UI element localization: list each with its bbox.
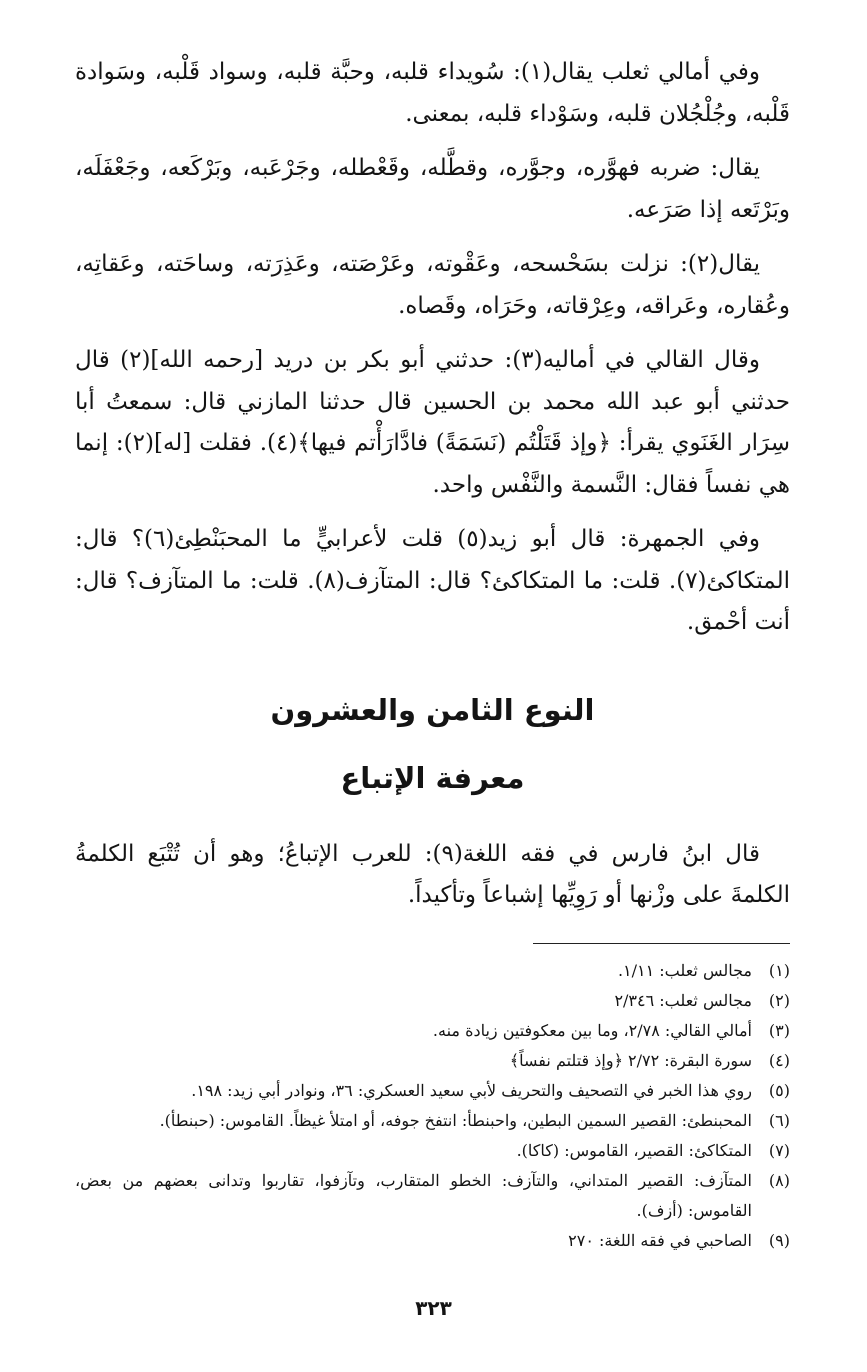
footnote-number: (١) bbox=[768, 960, 790, 980]
paragraph-qali: وقال القالي في أماليه(٣): حدثني أبو بكر بن دريد [رحمه الله](٢) قال حدثني أبو عبد الله محمد بن الحسين قال حدثنا المازني قال: سمعتُ أبا سِرَار الغَنَوي يقرأ: ﴿وإذ قَتَلْتُم (نَسَمَةً) فادَّارَأْتم فيها﴾(٤). فقلت [له](٢): إنما هي نفساً فقال: النَّسمة والنَّفْس واحد. bbox=[75, 347, 790, 498]
page-body bbox=[75, 52, 790, 1256]
footnote-text: روي هذا الخبر في التصحيف والتحريف لأبي سعيد العسكري: ٣٦، ونوادر أبي زيد: ١٩٨. bbox=[191, 1080, 752, 1100]
footnote-item bbox=[75, 1106, 790, 1136]
footnote-text: سورة البقرة: ٢/٧٢ ﴿وإذ قتلتم نفساً﴾ bbox=[509, 1050, 752, 1070]
paragraph-nazalat: يقال(٢): نزلت بسَحْسحه، وعَقْوته، وعَرْصَته، وعَذِرَته، وساحَته، وعَقاتِه، وعُقاره، وعَراقه، وعِرْقاته، وحَرَاه، وقَصاه. bbox=[75, 251, 790, 319]
footnote-number: (٩) bbox=[768, 1230, 790, 1250]
footnote-number: (٧) bbox=[768, 1140, 790, 1160]
footnote-separator bbox=[533, 943, 790, 944]
footnote-text: أمالي القالي: ٢/٧٨، وما بين معكوفتين زيادة منه. bbox=[432, 1020, 752, 1040]
footnote-number: (٦) bbox=[768, 1110, 790, 1130]
footnote-item bbox=[75, 1166, 790, 1226]
footnote-item bbox=[75, 1016, 790, 1046]
footnote-text: الصاحبي في فقه اللغة: ٢٧٠ bbox=[568, 1230, 752, 1250]
paragraph-tha-lab: وفي أمالي ثعلب يقال(١): سُويداء قلبه، وحبَّة قلبه، وسواد قَلْبه، وسَوادة قَلْبه، وجُلْجُلان قلبه، وسَوْداء قلبه، بمعنى. bbox=[75, 59, 790, 127]
footnote-number: (٢) bbox=[768, 990, 790, 1010]
paragraph-darabahu: يقال: ضربه فهوَّره، وجوَّره، وقطَّله، وقَعْطله، وجَرْعَبه، وبَرْكَعه، وجَعْفَلَه، وبَرْتَعه إذا صَرَعه. bbox=[75, 155, 790, 223]
footnote-number: (٤) bbox=[768, 1050, 790, 1070]
footnote-item bbox=[75, 1046, 790, 1076]
footnote-item bbox=[75, 1136, 790, 1166]
section-subheading: معرفة الإتباع bbox=[340, 760, 525, 795]
footnote-item bbox=[75, 1076, 790, 1106]
footnote-text: مجالس ثعلب: ٢/٣٤٦ bbox=[614, 990, 752, 1010]
paragraph-jamhara: وفي الجمهرة: قال أبو زيد(٥) قلت لأعرابيٍّ ما المحبَنْطِئ(٦)؟ قال: المتكاكئ(٧). قلت: ما المتكاكئ؟ قال: المتآزف(٨). قلت: ما المتآزف؟ قال: أنت أحْمق. bbox=[75, 526, 790, 635]
footnote-text: مجالس ثعلب: ١/١١. bbox=[617, 960, 752, 980]
footnote-text: المتآزف: القصير المتداني، والتآزف: الخطو المتقارب، وتآزفوا، تقاربوا وتدانى بعضهم من بعض، القاموس: (أزف). bbox=[75, 1170, 752, 1220]
footnote-text: المحبنطئ: القصير السمين البطين، واحبنطأ: انتفخ جوفه، أو امتلأ غيظاً. القاموس: (حبنطأ). bbox=[159, 1110, 752, 1130]
section-heading: النوع الثامن والعشرون bbox=[270, 692, 595, 727]
paragraph-ibn-faris: قال ابنُ فارس في فقه اللغة(٩): للعرب الإتباعُ؛ وهو أن تُتْبَع الكلمةُ الكلمةَ على وزْنها أو رَوِيِّها إشباعاً وتأكيداً. bbox=[75, 840, 790, 908]
footnotes-list bbox=[75, 956, 790, 1256]
footnote-number: (٣) bbox=[768, 1020, 790, 1040]
footnote-item bbox=[75, 1226, 790, 1256]
footnote-number: (٥) bbox=[768, 1080, 790, 1100]
page-number: ٣٢٣ bbox=[415, 1296, 452, 1320]
footnote-number: (٨) bbox=[768, 1170, 790, 1190]
footnote-item bbox=[75, 986, 790, 1016]
footnote-item bbox=[75, 956, 790, 986]
footnote-text: المتكاكئ: القصير، القاموس: (كاكا). bbox=[516, 1140, 752, 1160]
